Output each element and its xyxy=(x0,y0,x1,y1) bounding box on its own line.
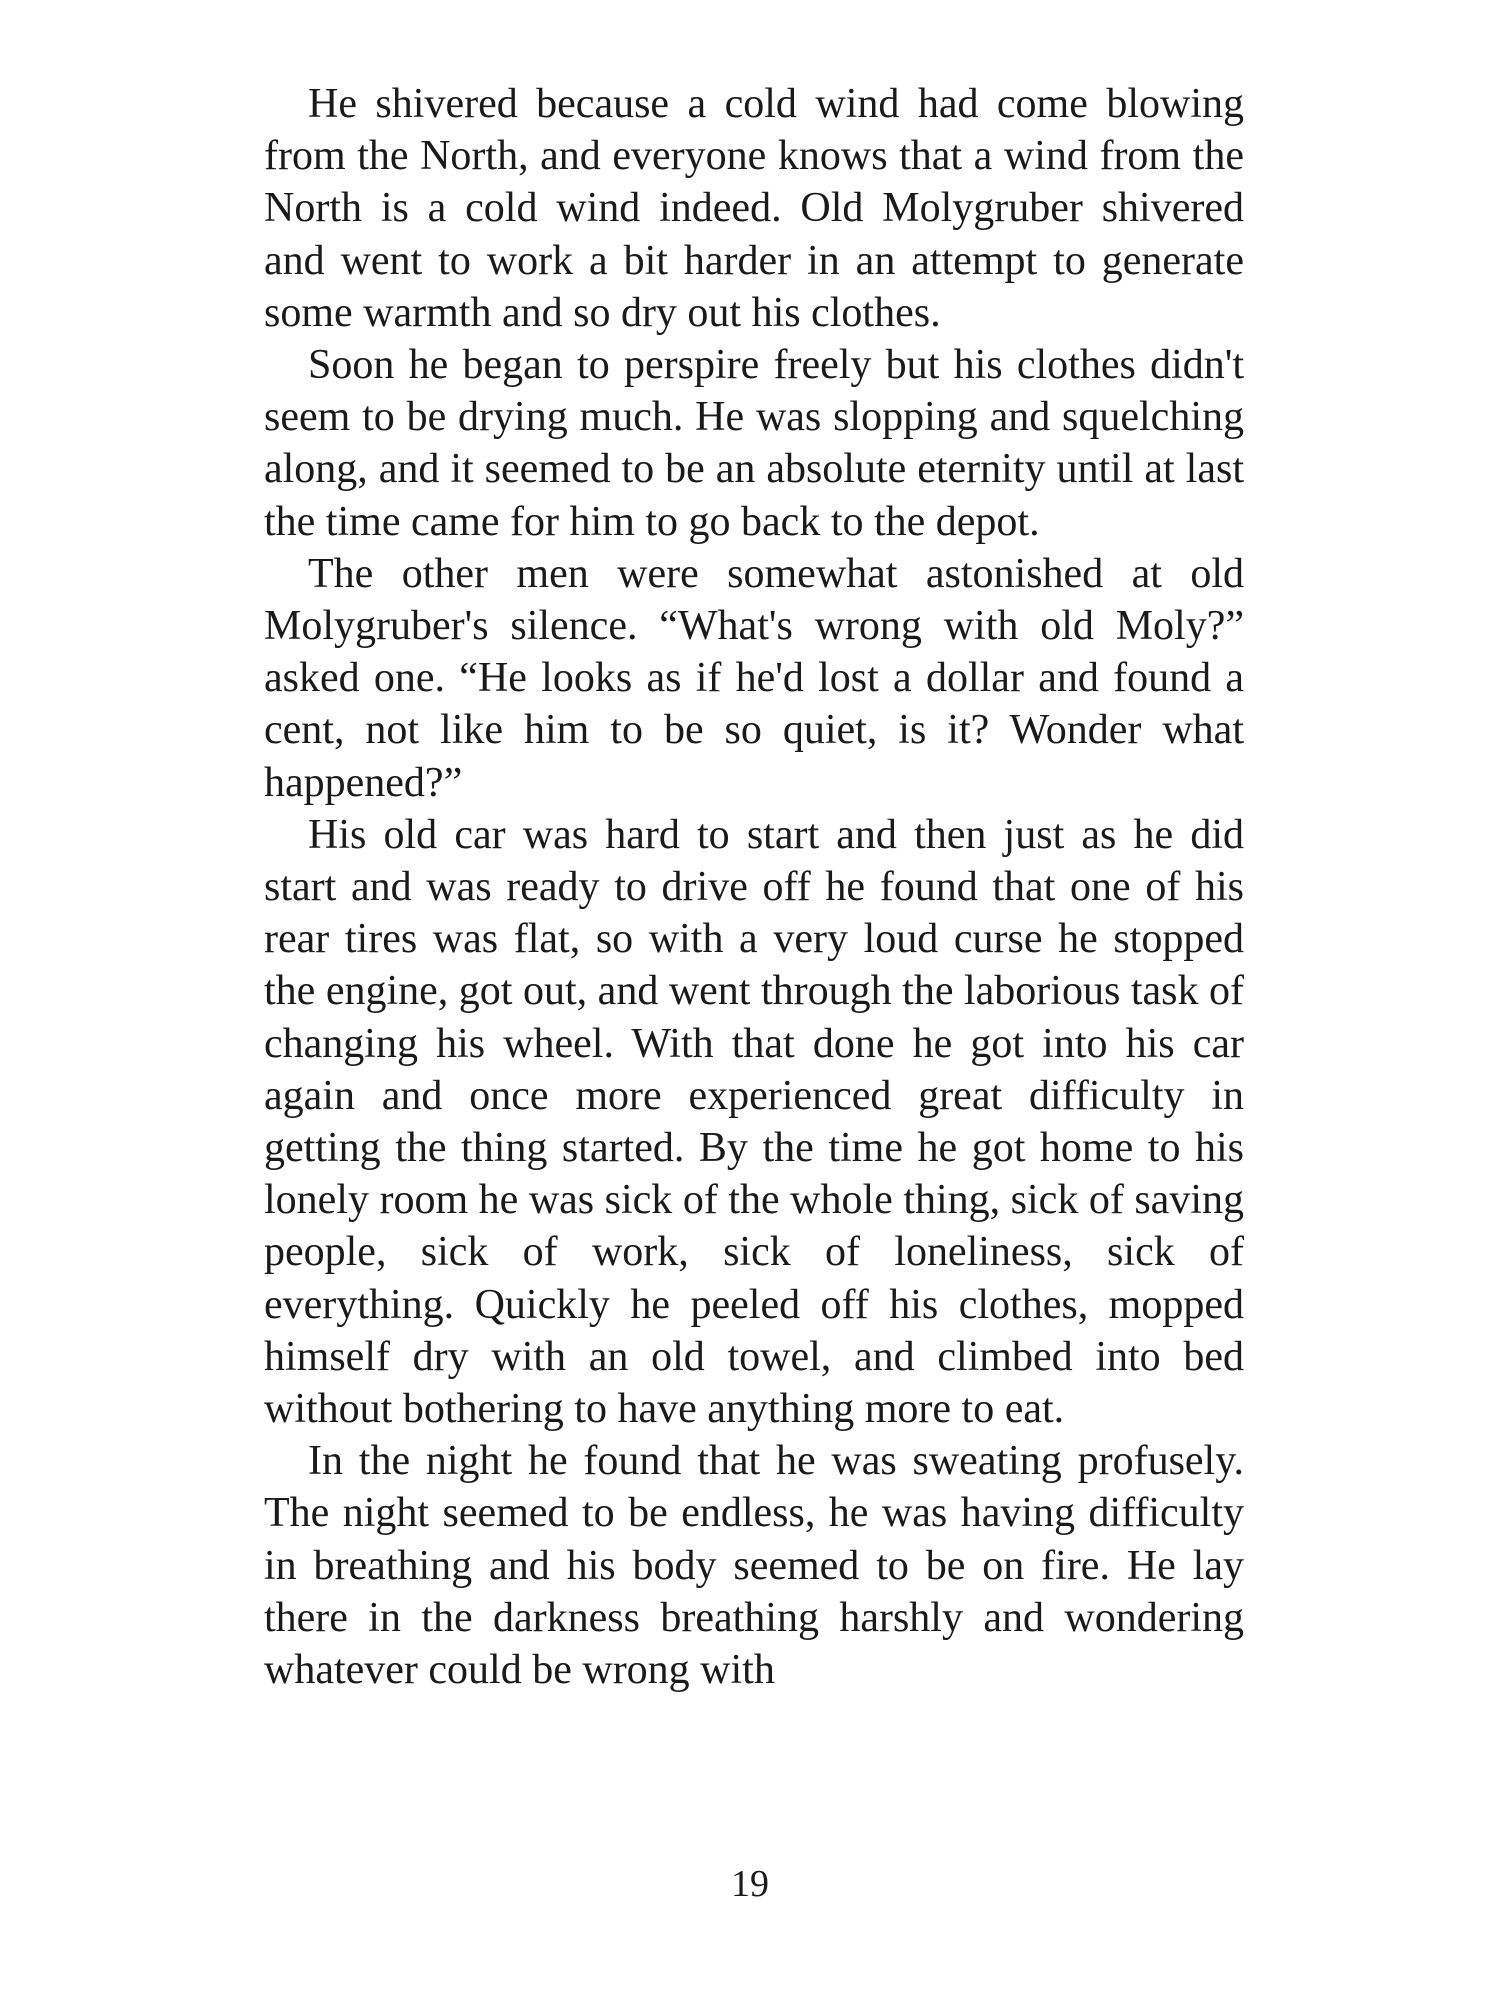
page-number: 19 xyxy=(731,1863,769,1905)
paragraph-3: The other men were somewhat astonished at old Molygruber's silence. “What's wrong with old Moly?” asked one. “He looks as if he'd lost a dollar and found a cent, not like him to be so quiet, is it? Wonder what happened?” xyxy=(264,550,1244,806)
paragraph-2: Soon he began to perspire freely but his clothes didn't seem to be drying much. He was slopping and squelching along, and it seemed to be an absolute eternity until at last the time came for him to go back to the depot. xyxy=(264,342,1244,545)
paragraph-4: His old car was hard to start and then just as he did start and was ready to drive off he found that one of his rear tires was flat, so with a very loud curse he stopped the engine, got out, and went through the laborious task of changing his wheel. With that done he got into his car again and once more experienced great difficulty in getting the thing started. By the time he got home to his lonely room he was sick of the whole thing, sick of saving people, sick of work, sick of loneliness, sick of everything. Quickly he peeled off his clothes, mopped himself dry with an old towel, and climbed into bed without bothering to have anything more to eat. xyxy=(264,811,1244,1433)
body-text xyxy=(264,78,1244,1696)
paragraph-5: In the night he found that he was sweating profusely. The night seemed to be endless, he was having difficulty in breathing and his body seemed to be on fire. He lay there in the darkness breathing harshly and wondering whatever could be wrong with xyxy=(264,1438,1244,1694)
paragraph-1: He shivered because a cold wind had come blowing from the North, and everyone knows that a wind from the North is a cold wind indeed. Old Molygruber shivered and went to work a bit harder in an attempt to generate some warmth and so dry out his clothes. xyxy=(264,81,1244,336)
